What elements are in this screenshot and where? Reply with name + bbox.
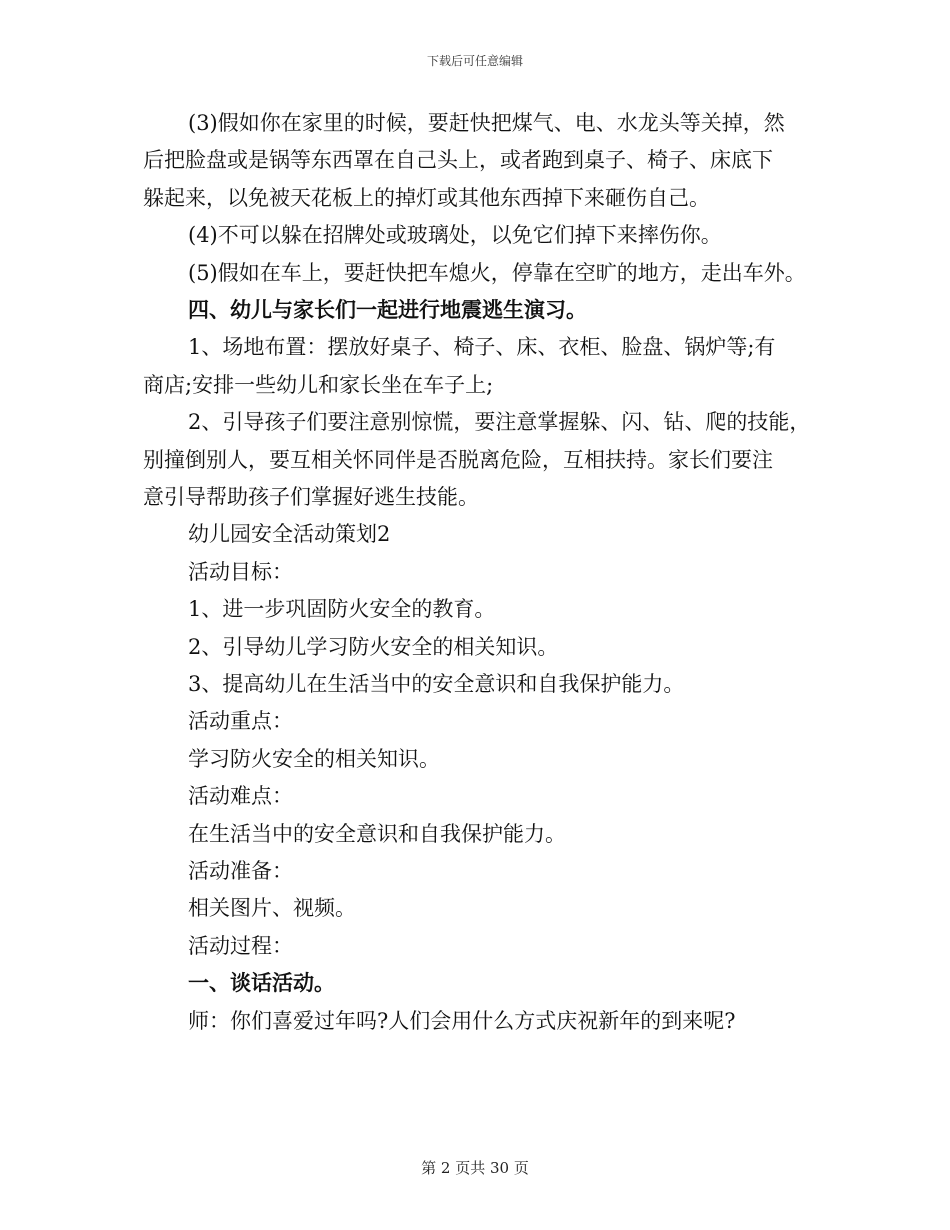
page-footer: 第 2 页共 30 页 [421, 1159, 529, 1177]
text-line: 师：你们喜爱过年吗?人们会用什么方式庆祝新年的到来呢? [188, 1008, 736, 1033]
text-line: 1、进一步巩固防火安全的教育。 [188, 597, 496, 622]
text-line: 商店;安排一些幼儿和家长坐在车子上; [143, 372, 494, 397]
text-line: 2、引导幼儿学习防火安全的相关知识。 [188, 634, 559, 659]
section-heading: 一、谈话活动。 [188, 970, 335, 996]
header-note: 下载后可任意编辑 [426, 54, 523, 68]
text-line: (5)假如在车上，要赶快把车熄火，停靠在空旷的地方，走出车外。 [188, 260, 806, 285]
text-line: 活动重点： [188, 709, 293, 734]
text-line: 意引导帮助孩子们掌握好逃生技能。 [143, 485, 479, 509]
text-line: 活动准备： [188, 859, 293, 883]
text-line: 在生活当中的安全意识和自我保护能力。 [188, 821, 566, 846]
text-line: 别撞倒别人，要互相关怀同伴是否脱离危险，互相扶持。家长们要注 [143, 447, 773, 472]
text-line: 躲起来，以免被天花板上的掉灯或其他东西掉下来砸伤自己。 [143, 185, 710, 210]
text-line: 3、提高幼儿在生活当中的安全意识和自我保护能力。 [188, 672, 685, 696]
text-line: 相关图片、视频。 [188, 896, 356, 921]
text-line: 活动难点： [188, 784, 293, 809]
text-line: (3)假如你在家里的时候，要赶快把煤气、电、水龙头等关掉，然 [188, 111, 785, 135]
text-line: 后把脸盘或是锅等东西罩在自己头上，或者跑到桌子、椅子、床底下 [143, 148, 773, 173]
text-line: 幼儿园安全活动策划2 [188, 522, 391, 547]
text-line: (4)不可以躲在招牌处或玻璃处，以免它们掉下来摔伤你。 [188, 223, 722, 248]
text-line: 活动目标： [188, 559, 293, 584]
text-line: 1、场地布置：摆放好桌子、椅子、床、衣柜、脸盘、锅炉等;有 [188, 335, 776, 360]
text-line: 学习防火安全的相关知识。 [188, 746, 440, 771]
text-line: 活动过程： [188, 933, 293, 958]
text-line: 2、引导孩子们要注意别惊慌，要注意掌握躲、闪、钻、爬的技能， [188, 410, 811, 435]
section-heading: 四、幼儿与家长们一起进行地震逃生演习。 [188, 297, 587, 322]
